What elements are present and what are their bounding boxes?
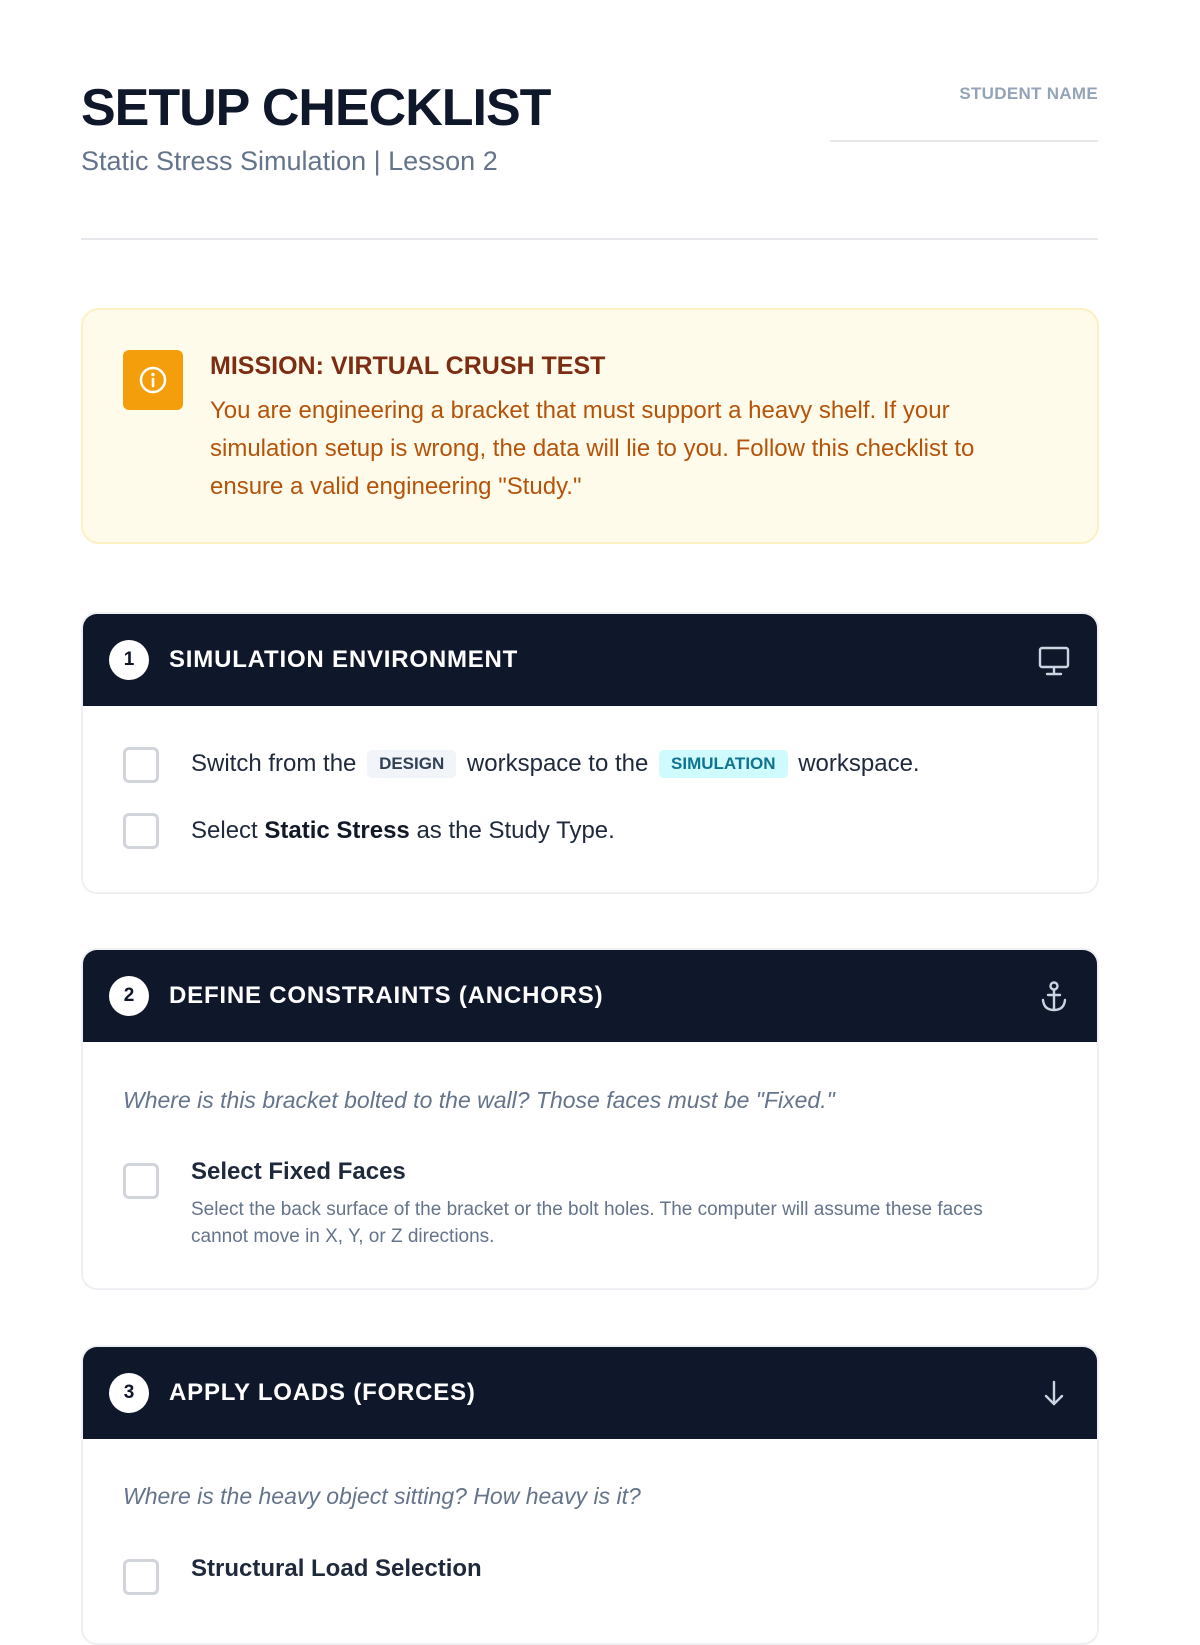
checkbox-structural-load[interactable]: [123, 1559, 159, 1595]
arrow-down-icon: [1037, 1377, 1071, 1411]
section-hint: Where is this bracket bolted to the wall? Those faces must be "Fixed.": [123, 1087, 835, 1113]
section-title: APPLY LOADS (FORCES): [169, 1379, 476, 1406]
checkbox-switch-workspace[interactable]: [123, 747, 159, 783]
mission-title: MISSION: VIRTUAL CRUSH TEST: [210, 352, 606, 380]
simulation-tag: SIMULATION: [659, 750, 788, 778]
page-subtitle: Static Stress Simulation | Lesson 2: [81, 146, 498, 176]
item-text-part: Select: [191, 817, 258, 844]
item-switch-workspace: [191, 750, 920, 778]
student-name-line[interactable]: [830, 140, 1098, 142]
section-header: [83, 1347, 1097, 1439]
anchor-icon: [1037, 980, 1071, 1014]
section-number: 2: [109, 976, 149, 1016]
item-text-bold: Static Stress: [264, 817, 410, 844]
item-text-part: workspace.: [798, 750, 920, 777]
item-title: Structural Load Selection: [191, 1555, 482, 1582]
section-apply-loads: [81, 1345, 1099, 1645]
section-simulation-environment: [81, 612, 1099, 894]
mission-callout: [81, 308, 1099, 544]
mission-text: You are engineering a bracket that must support a heavy shelf. If your simulation setup is wrong, the data will lie to you. Follow this checklist to ensure a valid engineering "Study.": [210, 397, 975, 500]
section-hint: Where is the heavy object sitting? How heavy is it?: [123, 1483, 641, 1509]
section-title: SIMULATION ENVIRONMENT: [169, 646, 519, 673]
student-name-block: [830, 84, 1098, 142]
item-description: Select the back surface of the bracket or the bolt holes. The computer will assume these faces cannot move in X, Y, or Z directions.: [191, 1199, 983, 1247]
item-text-part: as the Study Type.: [416, 817, 615, 844]
section-number: 1: [109, 640, 149, 680]
student-name-label: STUDENT NAME: [959, 84, 1098, 103]
section-number: 3: [109, 1373, 149, 1413]
checkbox-fixed-faces[interactable]: [123, 1163, 159, 1199]
section-define-constraints: [81, 948, 1099, 1290]
item-text-part: workspace to the: [466, 750, 649, 777]
info-icon: [123, 350, 183, 410]
checkbox-study-type[interactable]: [123, 813, 159, 849]
item-title: Select Fixed Faces: [191, 1158, 406, 1185]
item-study-type: [191, 817, 615, 845]
item-text-part: Switch from the: [191, 750, 357, 777]
section-title: DEFINE CONSTRAINTS (ANCHORS): [169, 982, 604, 1009]
design-tag: DESIGN: [367, 750, 456, 778]
section-header: [83, 614, 1097, 706]
header: [81, 0, 1098, 240]
page-title: SETUP CHECKLIST: [81, 79, 551, 137]
section-header: [83, 950, 1097, 1042]
monitor-icon: [1037, 644, 1071, 678]
